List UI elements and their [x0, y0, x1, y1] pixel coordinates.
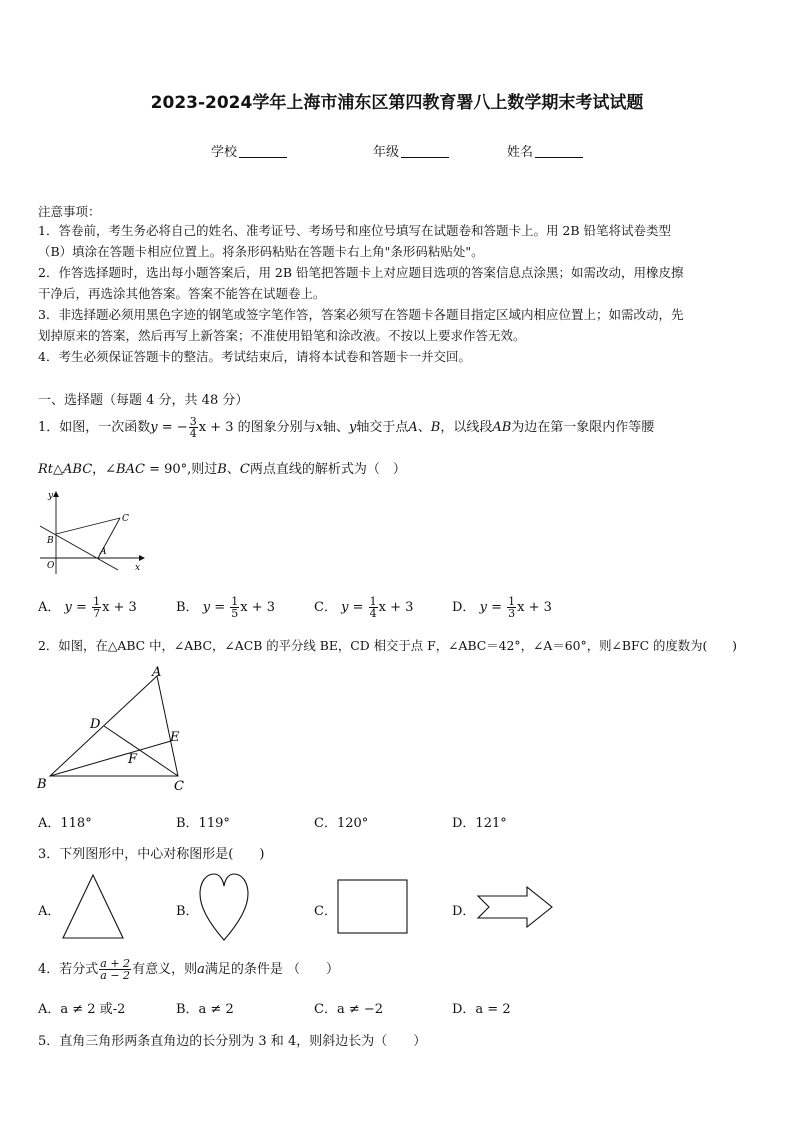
page-title: 2023-2024学年上海市浦东区第四教育署八上数学期末考试试题 — [150, 93, 644, 113]
option-letter: C． — [314, 600, 337, 615]
option-b[interactable]: B．119° — [176, 816, 230, 831]
option-a[interactable]: A．a ≠ 2 或-2 — [38, 1002, 126, 1017]
name-label: 姓名 — [507, 145, 534, 160]
option-text: = — [71, 600, 92, 615]
notice-line: 划掉原来的答案，然后再写上新答案；不准使用铅笔和涂改液。不按以上要求作答无效。 — [38, 328, 526, 343]
fraction — [99, 958, 131, 981]
notice-line: 3．非选择题必须用黑色字迹的钢笔或签字笔作答，答案必须写在答题卡各题目指定区域内相应位置上；如需改动，先 — [38, 307, 684, 322]
grade-label: 年级 — [373, 145, 400, 160]
math-var: x — [315, 420, 323, 435]
option-b[interactable] — [176, 596, 275, 619]
y-axis-arrow — [53, 491, 59, 497]
notice-line: （B）填涂在答题卡相应位置上。将条形码粘贴在答题卡右上角"条形码粘贴处"。 — [38, 244, 484, 259]
option-b[interactable]: B． — [176, 904, 199, 919]
fraction — [369, 596, 378, 619]
fraction-denominator: 3 — [508, 607, 516, 620]
fig-label: A — [100, 547, 107, 557]
triangle — [63, 875, 123, 938]
q1-text: = 90°,则过 — [144, 462, 218, 477]
fraction-numerator: 1 — [93, 595, 101, 608]
section-heading: 一、选择题（每题 4 分，共 48 分） — [38, 393, 249, 408]
option-text: = — [210, 600, 230, 615]
fraction-numerator: 1 — [231, 595, 239, 608]
fraction-denominator: 7 — [93, 607, 101, 620]
notice-heading: 注意事项： — [38, 204, 101, 219]
math-var: BAC — [116, 462, 145, 477]
fraction-denominator: a − 2 — [100, 969, 131, 982]
fraction — [230, 596, 239, 619]
triangle-abc — [50, 676, 178, 776]
q1-text: x + 3 的图象分别与 — [198, 420, 316, 435]
q4-text: 有意义，则 — [132, 962, 198, 977]
option-b[interactable]: B．a ≠ 2 — [176, 1002, 234, 1017]
question-5-text: 5．直角三角形两条直角边的长分别为 3 和 4，则斜边长为（ ） — [38, 1034, 427, 1049]
math-var: y — [341, 600, 349, 615]
school-blank — [239, 144, 287, 158]
triangle-shape — [60, 872, 126, 942]
fraction — [507, 596, 516, 619]
math-var: Rt△ABC — [38, 462, 93, 477]
x-axis-arrow — [139, 555, 145, 561]
q1-text: = − — [157, 420, 188, 435]
fraction-denominator: 4 — [369, 607, 377, 620]
option-letter: A． — [38, 600, 61, 615]
q1-text: 轴交于点 — [356, 420, 409, 435]
notice-line: 干净后，再选涂其他答案。答案不能答在试题卷上。 — [38, 286, 326, 301]
question-3-text: 3．下列图形中，中心对称图形是( ) — [38, 847, 265, 862]
math-var: A — [408, 420, 418, 435]
fig-label: O — [47, 561, 55, 571]
math-var: AB — [492, 420, 512, 435]
school-label: 学校 — [211, 145, 238, 160]
bisector-cd — [104, 726, 178, 776]
question-1-line-1 — [38, 416, 654, 439]
fig-label: B — [47, 536, 54, 546]
arrow — [478, 887, 552, 927]
option-text: = — [348, 600, 368, 615]
math-var: y — [348, 420, 357, 435]
math-var: y — [64, 600, 72, 615]
option-d[interactable] — [452, 596, 552, 619]
q1-text: 1．如图，一次函数 — [38, 420, 151, 435]
fig-label: F — [128, 752, 138, 767]
heart-shape — [196, 870, 252, 944]
fraction — [189, 416, 198, 439]
q2-figure — [34, 664, 194, 798]
notice-line: 1．答卷前，考生务必将自己的姓名、准考证号、考场号和座位号填写在试题卷和答题卡上。用 2B 铅笔将试卷类型 — [38, 223, 672, 238]
arrow-shape — [475, 884, 555, 930]
notice-line: 2．作答选择题时，选出每小题答案后，用 2B 铅笔把答题卡上对应题目选项的答案信息点涂黑；如需改动，用橡皮擦 — [38, 265, 684, 280]
option-letter: B． — [176, 600, 199, 615]
q1-text: 、 — [226, 462, 240, 477]
option-c[interactable]: C． — [314, 904, 337, 919]
math-var: C — [239, 462, 250, 477]
segment-bc — [56, 518, 120, 534]
option-text: = — [486, 600, 507, 615]
question-1-line-2 — [38, 458, 406, 477]
grade-field — [373, 141, 449, 160]
grade-blank — [401, 144, 449, 158]
fraction-numerator: 1 — [369, 595, 377, 608]
option-c[interactable]: C．120° — [314, 816, 369, 831]
fig-label: x — [135, 563, 141, 573]
rectangle — [338, 880, 407, 933]
school-field — [211, 141, 287, 160]
notice-line: 4．考生必须保证答题卡的整洁。考试结束后，请将本试卷和答题卡一并交回。 — [38, 349, 471, 364]
math-var: B — [217, 462, 227, 477]
option-d[interactable]: D．a = 2 — [452, 1002, 511, 1017]
q1-text: 为边在第一象限内作等腰 — [511, 420, 655, 435]
option-text: x + 3 — [378, 600, 414, 615]
math-var: y — [479, 600, 487, 615]
math-var: y — [150, 420, 158, 435]
option-d[interactable]: D．121° — [452, 816, 507, 831]
heart — [200, 874, 248, 940]
question-4-text — [38, 958, 339, 981]
fig-label: D — [90, 717, 101, 732]
fraction-denominator: 4 — [189, 427, 197, 440]
q1-text: ，以线段 — [440, 420, 493, 435]
option-text: x + 3 — [517, 600, 552, 615]
option-c[interactable] — [314, 596, 413, 619]
math-var: y — [202, 600, 211, 615]
rectangle-shape — [336, 878, 410, 936]
question-2-text: 2．如图，在△ABC 中，∠ABC，∠ACB 的平分线 BE，CD 相交于点 F，∠ABC＝42°，∠A＝60°，则∠BFC 的度数为( ) — [38, 638, 737, 653]
option-a[interactable] — [38, 596, 137, 619]
fig-label: C — [122, 514, 129, 524]
fraction-numerator: 1 — [508, 595, 516, 608]
q4-text: 4．若分式 — [38, 962, 99, 977]
option-c[interactable]: C．a ≠ −2 — [314, 1002, 384, 1017]
option-a[interactable]: A． — [38, 904, 61, 919]
option-d[interactable]: D． — [452, 904, 476, 919]
q1-text: 轴、 — [322, 420, 349, 435]
option-text: x + 3 — [102, 600, 137, 615]
fraction — [92, 596, 101, 619]
fig-label: B — [37, 777, 47, 792]
name-field — [507, 141, 583, 160]
math-var: a — [197, 962, 205, 977]
name-blank — [535, 144, 583, 158]
fraction-denominator: 5 — [231, 607, 239, 620]
q1-text: 两点直线的解析式为（ ） — [249, 462, 406, 477]
q1-text: 、 — [417, 420, 431, 435]
fraction-numerator: 3 — [189, 415, 197, 428]
fraction-numerator: a + 2 — [100, 957, 131, 970]
fig-label: y — [48, 491, 54, 501]
option-a[interactable]: A．118° — [38, 816, 92, 831]
fig-label: C — [174, 779, 184, 794]
fig-label: E — [170, 730, 180, 745]
option-text: x + 3 — [240, 600, 275, 615]
q1-text: ，∠ — [92, 462, 117, 477]
fig-label: A — [152, 665, 162, 680]
q1-figure — [36, 488, 148, 578]
q4-text: 满足的条件是 （ ） — [204, 962, 339, 977]
math-var: B — [430, 420, 441, 435]
option-letter: D． — [452, 600, 476, 615]
